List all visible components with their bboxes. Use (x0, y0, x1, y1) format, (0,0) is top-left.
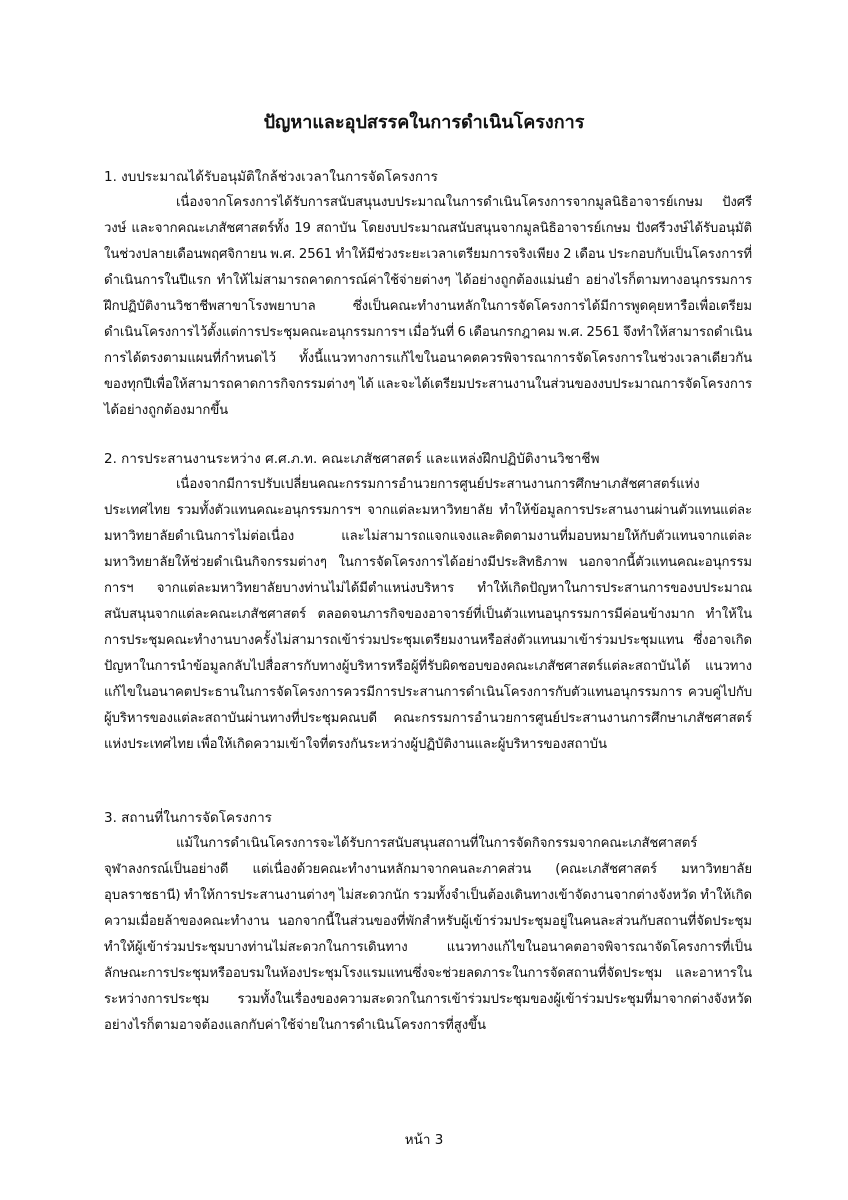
page-title: ปัญหาและอุปสรรคในการดำเนินโครงการ (263, 112, 585, 133)
section-heading: 1. งบประมาณได้รับอนุมัติใกล้ช่วงเวลาในการจัดโครงการ (104, 169, 438, 185)
section-coordination (104, 446, 752, 758)
page-number: หน้า 3 (404, 1132, 444, 1148)
section-paragraph: เนื่องจากโครงการได้รับการสนับสนุนงบประมาณในการดำเนินโครงการจากมูลนิธิอาจารย์เกษม ปังศรีวงษ์ และจากคณะเภสัชศาสตร์ทั้ง 19 สถาบัน โดยงบประมาณสนับสนุนจากมูลนิธิอาจารย์เกษม ปังศรีวงษ์ได้รับอนุมัติในช่วงปลายเดือนพฤศจิกายน พ.ศ. 2561 ทำให้มีช่วงระยะเวลาเตรียมการจริงเพียง 2 เดือน ประกอบกับเป็นโครงการที่ดำเนินการในปีแรก ทำให้ไม่สามารถคาดการณ์ค่าใช้จ่ายต่างๆ ได้อย่างถูกต้องแม่นยำ อย่างไรก็ตามทางอนุกรรมการฝึกปฏิบัติงานวิชาชีพสาขาโรงพยาบาล ซึ่งเป็นคณะทำงานหลักในการจัดโครงการได้มีการพูดคุยหารือเพื่อเตรียมดำเนินโครงการไว้ตั้งแต่การประชุมคณะอนุกรรมการฯ เมื่อวันที่ 6 เดือนกรกฎาคม พ.ศ. 2561 จึงทำให้สามารถดำเนินการได้ตรงตามแผนที่กำหนดไว้ ทั้งนี้แนวทางการแก้ไขในอนาคตควรพิจารณาการจัดโครงการในช่วงเวลาเดียวกันของทุกปีเพื่อให้สามารถคาดการกิจกรรมต่างๆ ได้ และจะได้เตรียมประสานงานในส่วนของงบประมาณการจัดโครงการได้อย่างถูกต้องมากขึ้น (104, 195, 752, 418)
section-paragraph: แม้ในการดำเนินโครงการจะได้รับการสนับสนุนสถานที่ในการจัดกิจกรรมจากคณะเภสัชศาสตร์ จุฬาลงกรณ์เป็นอย่างดี แต่เนื่องด้วยคณะทำงานหลักมาจากคนละภาคส่วน (คณะเภสัชศาสตร์ มหาวิทยาลัยอุบลราชธานี) ทำให้การประสานงานต่างๆ ไม่สะดวกนัก รวมทั้งจำเป็นต้องเดินทางเข้าจัดงานจากต่างจังหวัด ทำให้เกิดความเมื่อยล้าของคณะทำงาน นอกจากนี้ในส่วนของที่พักสำหรับผู้เข้าร่วมประชุมอยู่ในคนละส่วนกับสถานที่จัดประชุม ทำให้ผู้เข้าร่วมประชุมบางท่านไม่สะดวกในการเดินทาง แนวทางแก้ไขในอนาคตอาจพิจารณาจัดโครงการที่เป็นลักษณะการประชุมหรืออบรมในห้องประชุมโรงแรมแทนซึ่งจะช่วยลดภาระในการจัดสถานที่จัดประชุม และอาหารในระหว่างการประชุม รวมทั้งในเรื่องของความสะดวกในการเข้าร่วมประชุมของผู้เข้าร่วมประชุมที่มาจากต่างจังหวัด อย่างไรก็ตามอาจต้องแลกกับค่าใช้จ่ายในการดำเนินโครงการที่สูงขึ้น (104, 836, 752, 1033)
section-budget (104, 164, 752, 424)
section-heading: 3. สถานที่ในการจัดโครงการ (104, 810, 272, 826)
section-venue (104, 805, 752, 1039)
section-paragraph: เนื่องจากมีการปรับเปลี่ยนคณะกรรมการอำนวยการศูนย์ประสานงานการศึกษาเภสัชศาสตร์แห่งประเทศไทย รวมทั้งตัวแทนคณะอนุกรรมการฯ จากแต่ละมหาวิทยาลัย ทำให้ข้อมูลการประสานงานผ่านตัวแทนแต่ละมหาวิทยาลัยดำเนินการไม่ต่อเนื่อง และไม่สามารถแจกแจงและติดตามงานที่มอบหมายให้กับตัวแทนจากแต่ละมหาวิทยาลัยให้ช่วยดำเนินกิจกรรมต่างๆ ในการจัดโครงการได้อย่างมีประสิทธิภาพ นอกจากนี้ตัวแทนคณะอนุกรรมการฯ จากแต่ละมหาวิทยาลัยบางท่านไม่ได้มีตำแหน่งบริหาร ทำให้เกิดปัญหาในการประสานการของบประมาณสนับสนุนจากแต่ละคณะเภสัชศาสตร์ ตลอดจนภารกิจของอาจารย์ที่เป็นตัวแทนอนุกรรมการมีค่อนข้างมาก ทำให้ในการประชุมคณะทำงานบางครั้งไม่สามารถเข้าร่วมประชุมเตรียมงานหรือส่งตัวแทนมาเข้าร่วมประชุมแทน ซึ่งอาจเกิดปัญหาในการนำข้อมูลกลับไปสื่อสารกับทางผู้บริหารหรือผู้ที่รับผิดชอบของคณะเภสัชศาสตร์แต่ละสถาบันได้ แนวทางแก้ไขในอนาคตประธานในการจัดโครงการควรมีการประสานการดำเนินโครงการกับตัวแทนอนุกรรมการ ควบคู่ไปกับผู้บริหารของแต่ละสถาบันผ่านทางที่ประชุมคณบดี คณะกรรมการอำนวยการศูนย์ประสานงานการศึกษาเภสัชศาสตร์แห่งประเทศไทย เพื่อให้เกิดความเข้าใจที่ตรงกันระหว่างผู้ปฏิบัติงานและผู้บริหารของสถาบัน (104, 477, 752, 752)
section-heading: 2. การประสานงานระหว่าง ศ.ศ.ภ.ท. คณะเภสัชศาสตร์ และแหล่งฝึกปฏิบัติงานวิชาชีพ (104, 451, 600, 467)
